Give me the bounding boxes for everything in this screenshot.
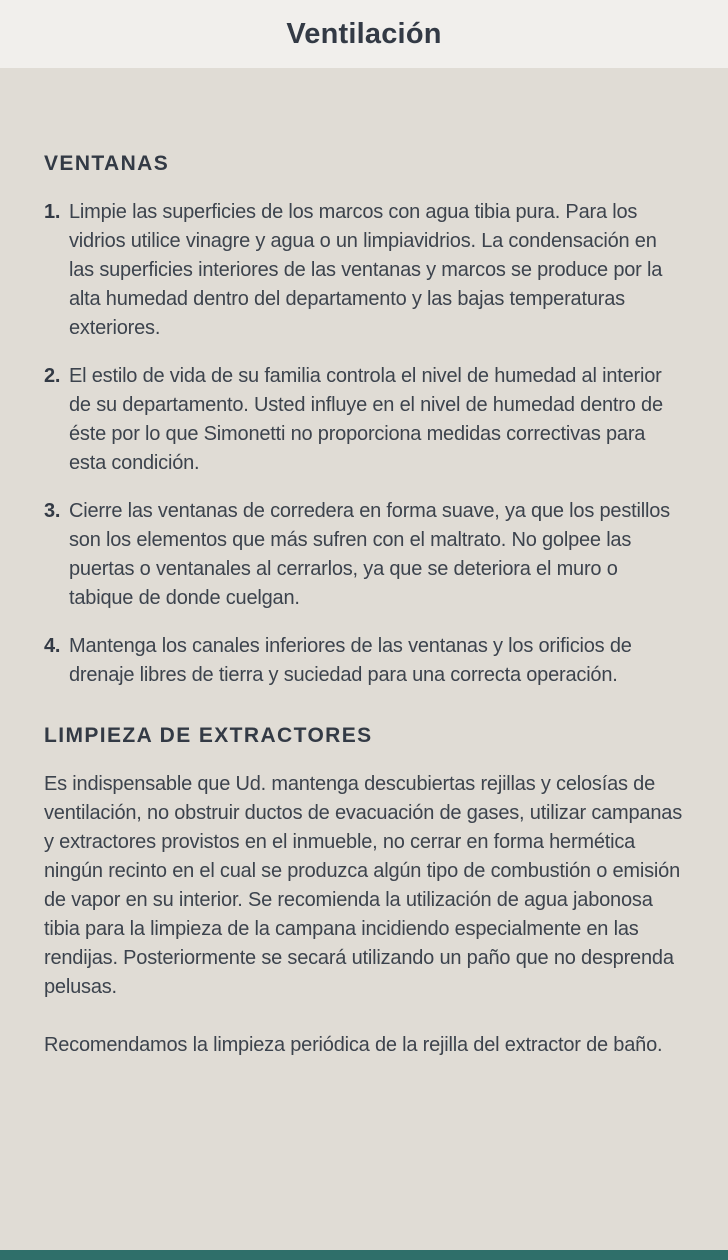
footer-accent-bar [0, 1250, 728, 1260]
extractores-paragraph: Es indispensable que Ud. mantenga descubiertas rejillas y celosías de ventilación, no obstruir ductos de evacuación de gases, utilizar campanas y extractores provistos en el inmueble, no cerrar en forma hermética ningún recinto en el cual se produzca algún tipo de combustión o emisión de vapor en su interior. Se recomienda la utilización de agua jabonosa tibia para la limpieza de la campana incidiendo especialmente en las rendijas. Posteriormente se secará utilizando un paño que no desprenda pelusas. [44, 773, 682, 998]
list-item-number: 3. [44, 500, 61, 522]
list-item-text: Limpie las superficies de los marcos con agua tibia pura. Para los vidrios utilice vinagre y agua o un limpiavidrios. La condensación en las superficies interiores de las ventanas y marcos se produce por la alta humedad dentro del departamento y las bajas temperaturas exteriores. [69, 201, 663, 339]
list-item-text: El estilo de vida de su familia controla el nivel de humedad al interior de su departamento. Usted influye en el nivel de humedad dentro de éste por lo que Simonetti no proporciona medidas correctivas para esta condición. [69, 365, 663, 474]
list-item-text: Mantenga los canales inferiores de las ventanas y los orificios de drenaje libres de tierra y suciedad para una correcta operación. [69, 635, 632, 686]
list-item-text: Cierre las ventanas de corredera en forma suave, ya que los pestillos son los elementos que más sufren con el maltrato. No golpee las puertas o ventanales al cerrarlos, ya que se deteriora el muro o tabique de donde cuelgan. [69, 500, 670, 609]
list-item-number: 2. [44, 365, 61, 387]
list-item [44, 362, 684, 478]
list-item-number: 1. [44, 201, 61, 223]
list-item [44, 198, 684, 343]
extractores-recommendation-paragraph: Recomendamos la limpieza periódica de la rejilla del extractor de baño. [44, 1034, 663, 1056]
main-content [0, 68, 728, 1060]
page-title: Ventilación [286, 17, 442, 50]
list-item [44, 632, 684, 690]
list-item-number: 4. [44, 635, 61, 657]
section-heading-limpieza-de-extractores: LIMPIEZA DE EXTRACTORES [44, 724, 373, 747]
list-item [44, 497, 684, 613]
ventanas-instructions-list [44, 198, 684, 690]
section-heading-ventanas: VENTANAS [44, 152, 170, 175]
page-header [0, 0, 728, 68]
